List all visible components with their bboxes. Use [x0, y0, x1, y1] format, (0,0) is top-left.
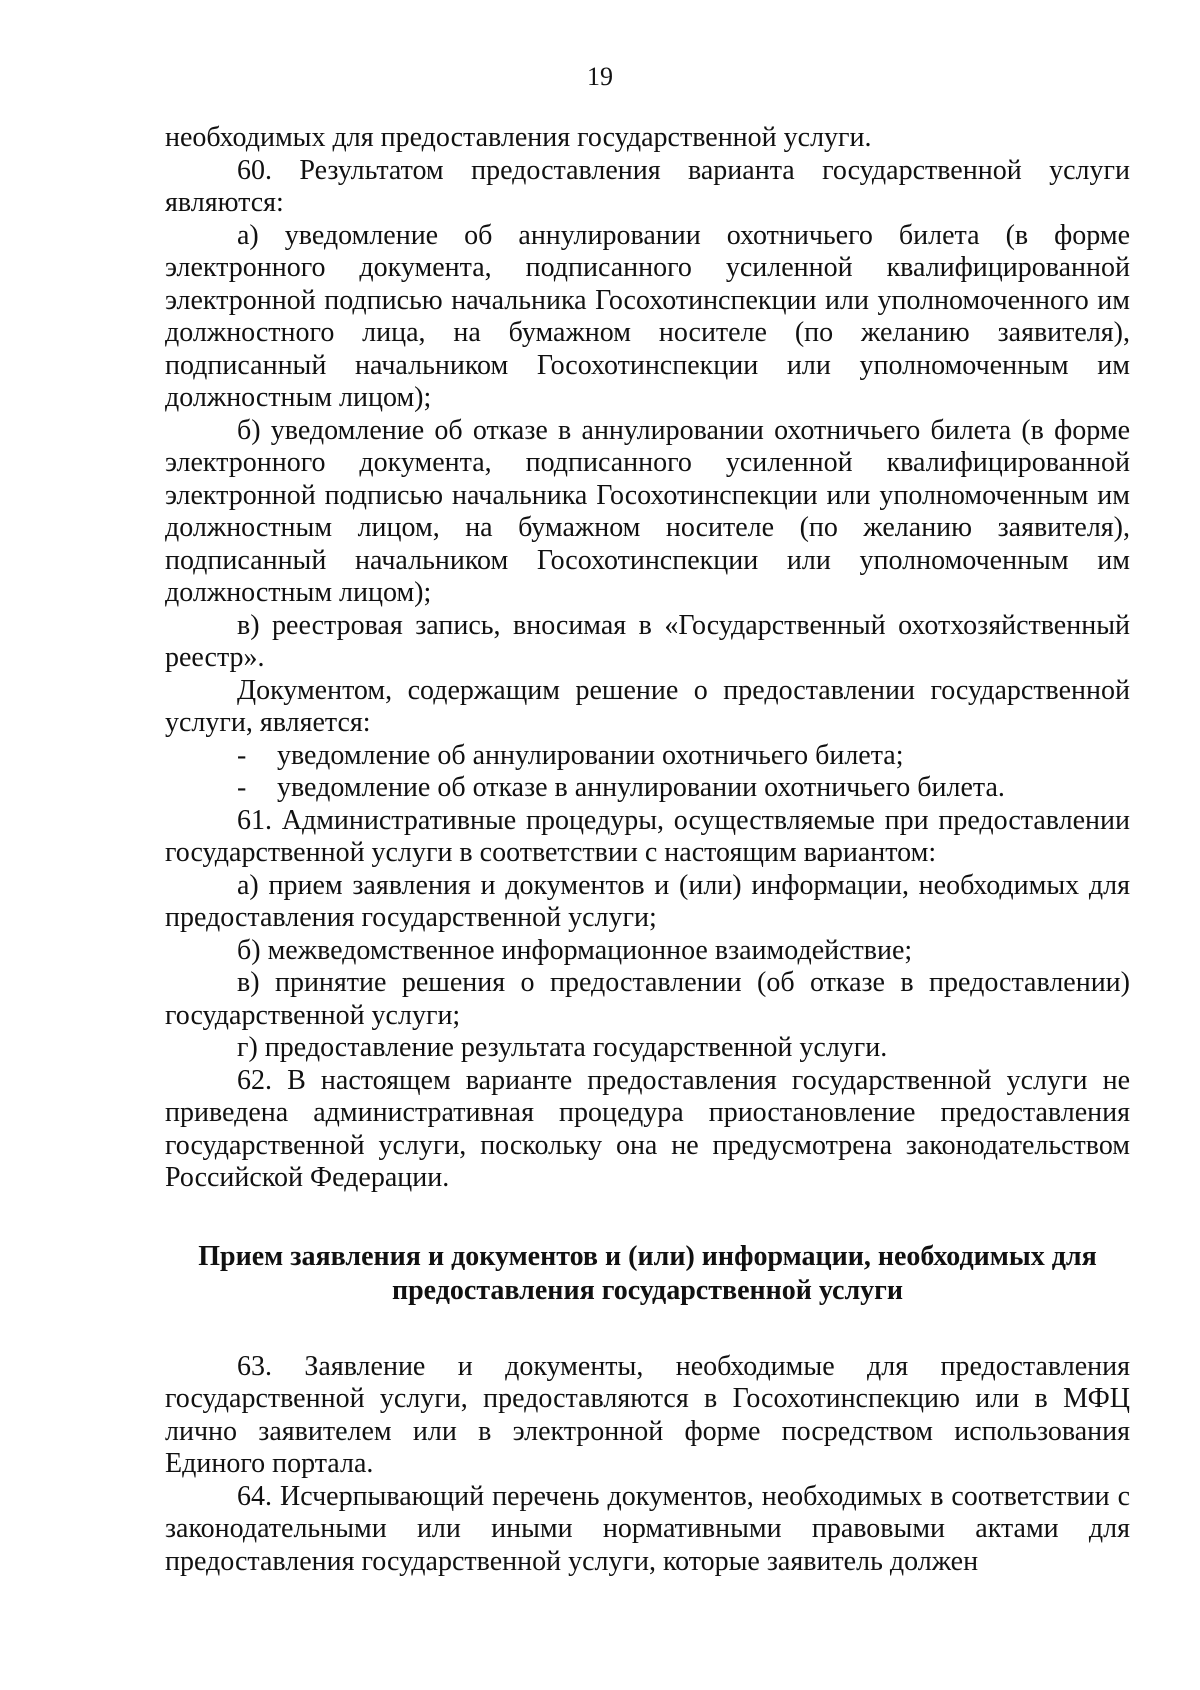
list-item-text: уведомление об аннулировании охотничьего билета;: [277, 739, 904, 771]
paragraph-60: 60. Результатом предоставления варианта государственной услуги являются:: [165, 154, 1130, 218]
section-heading: [165, 1240, 1130, 1308]
paragraph-61-g: г) предоставление результата государственной услуги.: [237, 1032, 888, 1063]
list-item: [165, 740, 1130, 773]
paragraph-63: 63. Заявление и документы, необходимые для предоставления государственной услуги, предоставляются в Госохотинспекцию или в МФЦ лично заявителем или в электронной форме посредством использования Единого портала.: [165, 1350, 1130, 1479]
paragraph-61-a: а) прием заявления и документов и (или) информации, необходимых для предоставления государственной услуги;: [165, 869, 1130, 933]
paragraph-61: 61. Административные процедуры, осуществляемые при предоставлении государственной услуги в соответствии с настоящим вариантом:: [165, 804, 1130, 868]
list-item: [165, 772, 1130, 805]
paragraph-61-b: б) межведомственное информационное взаимодействие;: [237, 934, 913, 966]
page-number: 19: [587, 62, 613, 91]
paragraph-60-a: а) уведомление об аннулировании охотничьего билета (в форме электронного документа, подписанного усиленной квалифицированной электронной подписью начальника Госохотинспекции или уполномоченного им должностного лица, на бумажном носителе (по желанию заявителя), подписанный начальником Госохотинспекции или уполномоченным им должностным лицом);: [165, 219, 1130, 413]
list-item-text: уведомление об отказе в аннулировании охотничьего билета.: [277, 772, 1005, 803]
paragraph-60-v: в) реестровая запись, вносимая в «Государственный охотхозяйственный реестр».: [165, 609, 1130, 673]
paragraph-decision-document: Документом, содержащим решение о предоставлении государственной услуги, является:: [165, 674, 1130, 738]
list-dash: -: [237, 739, 247, 771]
paragraph-60-b: б) уведомление об отказе в аннулировании охотничьего билета (в форме электронного документа, подписанного усиленной квалифицированной электронной подписью начальника Госохотинспекции или уполномоченным им должностным лицом, на бумажном носителе (по желанию заявителя), подписанный начальником Госохотинспекции или уполномоченным им должностным лицом);: [165, 414, 1130, 608]
paragraph-continuation: необходимых для предоставления государственной услуги.: [165, 122, 872, 153]
list-dash: -: [237, 772, 247, 803]
section-heading-line-1: Прием заявления и документов и (или) информации, необходимых для: [198, 1240, 1097, 1272]
paragraph-62: 62. В настоящем варианте предоставления государственной услуги не приведена административная процедура приостановление предоставления государственной услуги, поскольку она не предусмотрена законодательством Российской Федерации.: [165, 1064, 1130, 1193]
paragraph-61-v: в) принятие решения о предоставлении (об отказе в предоставлении) государственной услуги;: [165, 967, 1130, 1031]
paragraph-64: 64. Исчерпывающий перечень документов, необходимых в соответствии с законодательными или иными нормативными правовыми актами для предоставления государственной услуги, которые заявитель должен: [165, 1480, 1130, 1577]
section-heading-line-2: предоставления государственной услуги: [391, 1274, 904, 1306]
document-body: [165, 122, 1130, 1578]
